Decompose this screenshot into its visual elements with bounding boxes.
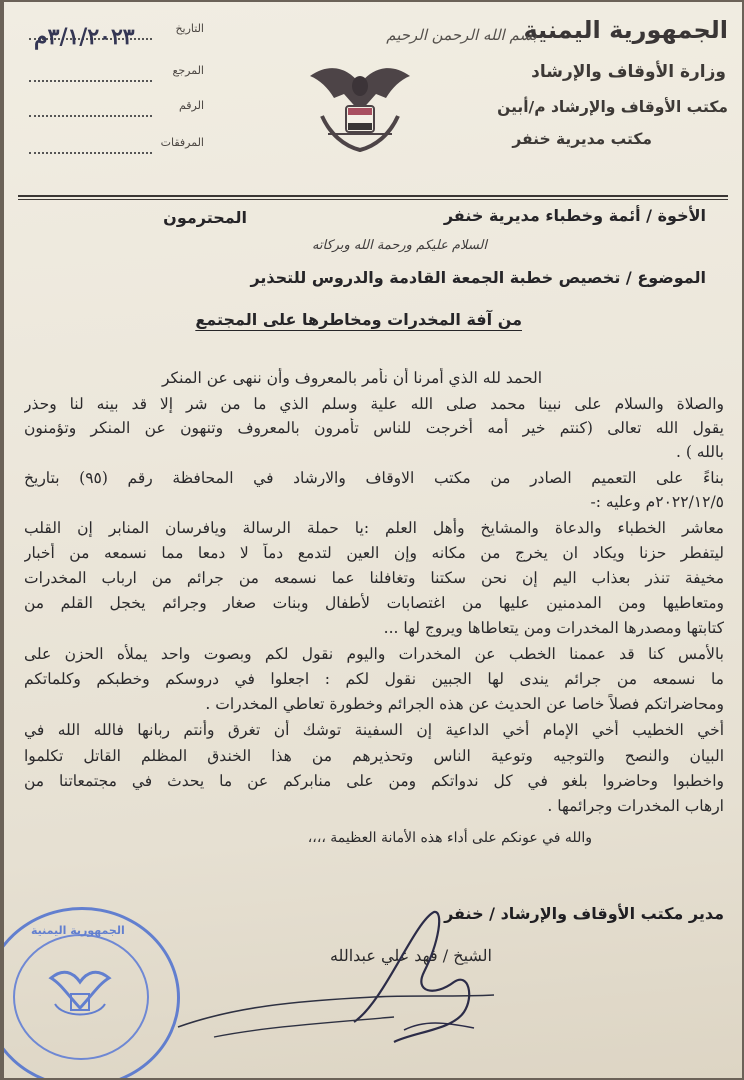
date-label: التاريخ — [175, 22, 204, 35]
reference-label: المرجع — [172, 64, 204, 77]
greeting: السلام عليكم ورحمة الله وبركاته — [311, 238, 487, 253]
body-line: والصلاة والسلام على نبينا محمد صلى الله علية وسلم الذي ما من شر إلا قد بينه لنا وحذر — [24, 395, 724, 413]
body-line: بالأمس كنا قد عممنا الخطب عن المخدرات واليوم نقول لكم وبصوت واحد يملأه الحزن على — [24, 645, 724, 663]
signatory-name: الشيخ / فهد علي عبدالله — [329, 946, 492, 965]
body-line: يقول الله تعالى (كنتم خير أمه أخرجت للناس تأمرون بالمعروف وتنهون عن المنكر وتؤمنون — [24, 419, 724, 437]
body-line: ارهاب المخدرات وجرائمها . — [547, 797, 724, 815]
stamp-text: الجمهورية اليمنية — [31, 924, 125, 937]
country-heading: الجمهورية اليمنية — [523, 16, 728, 44]
body-line: أخي الخطيب أخي الإمام أخي الداعية إن السفينة توشك أن تغرق وأنتم ربانها فالله الله في — [24, 721, 724, 739]
body-line: معاشر الخطباء والدعاة والمشايخ وأهل العلم :يا حملة الرسالة ويافرسان المنابر إن القلب — [24, 519, 724, 537]
date-value: ٣/١/٢٠٢٣م — [34, 24, 135, 50]
basmala: بسم الله الرحمن الرحيم — [386, 26, 537, 44]
body-line: بالله ) . — [675, 443, 724, 461]
addressee: الأخوة / أئمة وخطباء مديرية خنفر — [443, 206, 706, 225]
yemen-eagle-emblem-icon — [300, 54, 420, 162]
ministry-name: وزارة الأوقاف والإرشاد — [531, 62, 726, 82]
body-line: ٢٠٢٢/١٢/٥م وعليه :- — [590, 493, 724, 511]
subject-line-1: الموضوع / تخصيص خطبة الجمعة القادمة والدروس للتحذير — [250, 268, 706, 287]
office-name: مكتب الأوقاف والإرشاد م/أبين — [497, 98, 728, 116]
body-line: ومتعاطيها ومن المدمنين عليها من اغتصابات لأطفال وبنات صغار وجرائم يخجل القلم من — [24, 594, 724, 612]
body-line: والله في عونكم على أداء هذه الأمانة العظيمة ،،،، — [307, 830, 592, 846]
handwritten-mark — [174, 987, 504, 1047]
reference-row — [29, 64, 204, 86]
body-line: بناءً على التعميم الصادر من مكتب الاوقاف والارشاد في المحافظة رقم (٩٥) بتاريخ — [24, 469, 724, 487]
attachments-row — [29, 136, 204, 158]
signature-title: مدير مكتب الأوقاف والإرشاد / خنفر — [444, 904, 724, 923]
body-line: البيان والنصح والتوجيه وتوعية الناس وتحذيرهم من هذا الخندق المظلم القاتل تكلموا — [24, 747, 724, 765]
header-divider — [18, 195, 728, 197]
directorate-office: مكتب مديرية خنفر — [512, 130, 652, 148]
body-line: واخطبوا وحاضروا بلغو في كل ندواتكم ومن على منابركم عن ما يحدث في مجتمعاتنا من — [24, 772, 724, 790]
number-label: الرقم — [178, 99, 204, 112]
body-line: ومحاضراتكم فصلاً خاصا عن الحديث عن هذه الجرائم وخطورة تعاطي المخدرات . — [205, 695, 724, 713]
body-line: ما نسمعه من جرائم يندى لها الجبين نقول لكم : اجعلوا في دروسكم وخطبكم وكلماتكم — [24, 670, 724, 688]
official-stamp-icon — [4, 907, 180, 1078]
honorific: المحترمون — [163, 208, 247, 227]
subject-line-2: من آفة المخدرات ومخاطرها على المجتمع — [195, 310, 522, 329]
stamp-emblem-icon — [47, 964, 113, 1026]
letter-page — [4, 2, 742, 1078]
attachments-label: المرفقات — [160, 136, 204, 149]
body-line: كتابتها ومصدرها المخدرات ومن يتعاطاها ويروج لها ... — [383, 619, 724, 637]
number-row — [29, 99, 204, 121]
body-line: مخيفة تنذر بعذاب اليم إن نحن سكتنا وتغافلنا عما نسمعه من جرائم من ارباب المخدرات — [24, 569, 724, 587]
body-line: الحمد لله الذي أمرنا أن نأمر بالمعروف وأن ننهى عن المنكر — [162, 369, 542, 387]
body-line: ليتفطر حزنا ويكاد ان يخرج من مكانه وإن العين لتدمع دماً لا دمعا مما نسمعه من أخبار — [24, 544, 724, 562]
